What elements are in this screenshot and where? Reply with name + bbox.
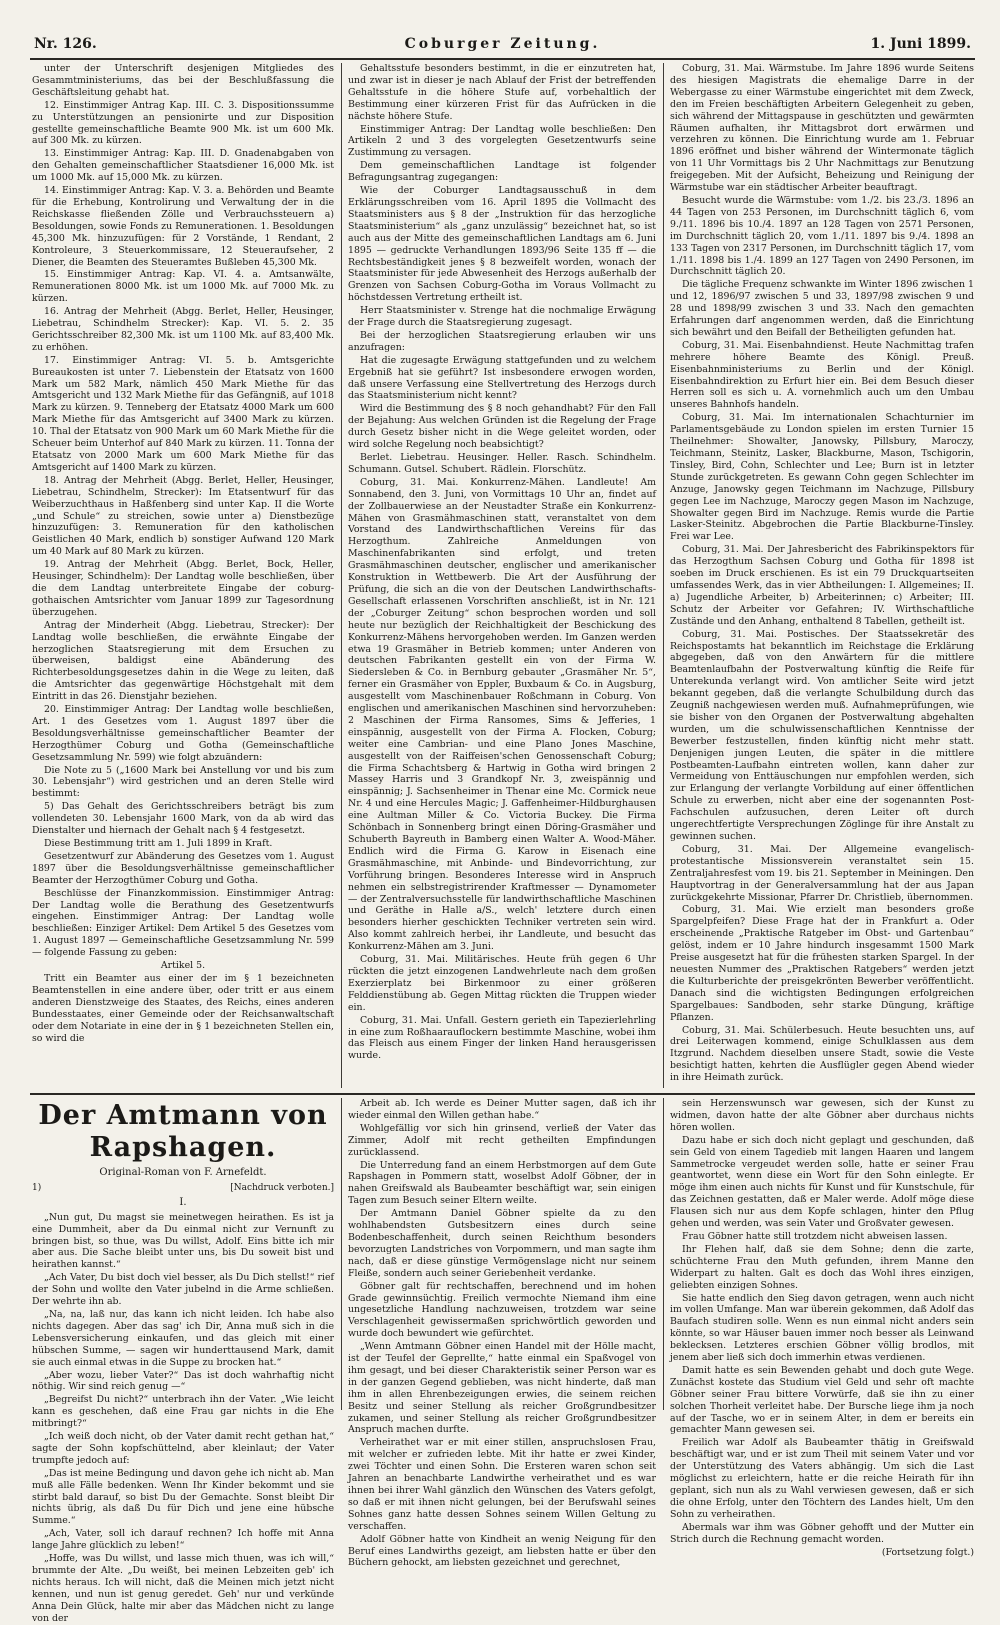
novel-text xyxy=(32,1212,334,1625)
column-divider xyxy=(663,63,664,1088)
paragraph: Bei der herzoglichen Staatsregierung erlauben wir uns anzufragen: xyxy=(348,329,656,353)
paragraph: Hat die zugesagte Erwägung stattgefunden und zu welchem Ergebniß hat sie geführt? Ist insbesondere erwogen worden, daß unsere Verfassung eine Stellvertretung des Herzogs durch das Staatsministerium nicht kennt? xyxy=(348,354,656,402)
novel-column-2 xyxy=(348,1098,656,1569)
paragraph: „Nun gut, Du magst sie meinetwegen heirathen. Es ist ja eine Dummheit, aber da Du einmal nicht zur Vernunft zu bringen bist, so thue, was Du willst, Adolf. Eins bitte ich mir aber aus. Die Sache bleibt unter uns, bis Du soweit bist und heirathen kannst.“ xyxy=(32,1211,334,1271)
paragraph: „Ach, Vater, soll ich darauf rechnen? Ich hoffe mit Anna lange Jahre glücklich zu leben!“ xyxy=(32,1528,334,1552)
paragraph: Die Unterredung fand an einem Herbstmorgen auf dem Gute Rapshagen in Pommern statt, woselbst Adolf Göbner, der in nahen Greifswald als Baubeamter beschäftigt war, sein einigen Tagen zum Besuch seiner Eltern weilte. xyxy=(348,1159,656,1207)
paragraph: Wohlgefällig vor sich hin grinsend, verließ der Vater das Zimmer, Adolf mit recht getheilten Empfindungen zurücklassend. xyxy=(348,1122,656,1158)
paragraph: Dazu habe er sich doch nicht geplagt und geschunden, daß sein Geld von einem Tagedieb mit langen Haaren und langem Sammetrocke vergeudet werden solle, hatte er seiner Frau geantwortet, wenn diese ein Wort für den Sohn einlegte. Er möge ihm einen auch nichts für Kunst und für Kunstschule, für das Zeichnen gestatten, daß er Maler werde. Adolf möge diese Flausen sich nur aus dem Kopfe schlagen, hinter den Pflug gehen und werden, was sein Vater und Großvater gewesen. xyxy=(670,1134,974,1230)
paragraph: Besucht wurde die Wärmstube: vom 1./2. bis 23./3. 1896 an 44 Tagen von 253 Personen, im Durchschnitt täglich 6, vom 9./11. 1896 bis 10./4. 1897 an 128 Tagen von 2571 Personen, im Durchschnitt täglich 20, vom 1./11. 1897 bis 9./4. 1898 an 133 Tagen von 2317 Personen, im Durchschnitt täglich 17, vom 1./11. 1898 bis 1./4. 1899 an 127 Tagen von 2490 Personen, im Durchschnitt täglich 20. xyxy=(670,194,974,278)
paragraph: Einstimmiger Antrag: Der Landtag wolle beschließen: Den Artikeln 2 und 3 des vorgelegten Gesetzentwurfs seine Zustimmung zu versagen. xyxy=(348,123,656,159)
paragraph: Sie hatte endlich den Sieg davon getragen, wenn auch nicht im vollen Umfange. Man war überein gekommen, daß Adolf das Baufach studiren solle. Wenn es nun einmal nicht anders sein könnte, so war Häuser bauen immer noch besser als Leinwand beklecksen. Letzteres erschien Göbner völlig brodlos, mit jenem aber ließ sich doch immerhin etwas verdienen. xyxy=(670,1292,974,1364)
paragraph: Coburg, 31. Mai. Wie erzielt man besonders große Spargelpfeifen? Diese Frage hat der in Frankfurt a. Oder erscheinende „Praktische Ratgeber im Obst- und Gartenbau“ gelöst, indem er 10 Jahre hindurch insgesammt 1500 Mark Preise ausgesetzt hat für die frühesten starken Spargel. In der neuesten Nummer des „Praktischen Ratgebers“ werden jetzt die Kulturberichte der preisgekrönten Bewerber veröffentlicht. Danach sind die wichtigsten Bedingungen erfolgreichen Spargelbaues: Sandboden, sehr starke Düngung, kräftige Pflanzen. xyxy=(670,904,974,1023)
article-column-1 xyxy=(32,63,334,1088)
novel-author: Original-Roman von F. Arnefeldt. xyxy=(99,1167,267,1178)
reprint-note: [Nachdruck verboten.] xyxy=(230,1182,334,1193)
paragraph: Gesetzentwurf zur Abänderung des Gesetzes vom 1. August 1897 über die Besoldungsverhältnisse gemeinschaftlicher Beamter der Herzogthümer Coburg und Gotha. xyxy=(32,850,334,886)
paragraph: 20. Einstimmiger Antrag: Der Landtag wolle beschließen, Art. 1 des Gesetzes vom 1. August 1897 über die Besoldungsverhältnisse gemeinschaftlicher Beamter der Herzogthümer Coburg und Gotha (Gemeinschaftliche Gesetzsammlung Nr. 599) wie folgt abzuändern: xyxy=(32,704,334,763)
paragraph: „Hoffe, was Du willst, und lasse mich thuen, was ich will,“ brummte der Alte. „Du weißt, bei meinen Lebzeiten geb' ich nichts heraus. Ich will nicht, daß die Meinen mich jetzt nicht kennen, und nun ist genug geredet. Geh' nur und verkünde Anna Dein Glück, halte mir aber das Mädchen nicht zu lange von der xyxy=(32,1553,334,1624)
paragraph: Abermals war ihm was Göbner gehofft und der Mutter ein Strich durch die Rechnung gemacht worden. xyxy=(670,1521,974,1545)
novel-column-1 xyxy=(32,1098,334,1624)
paragraph: unter der Unterschrift desjenigen Mitgliedes des Gesammtministeriums, das bei der Beschlußfassung die Geschäftsleitung gehabt hat. xyxy=(32,63,334,98)
paragraph: Coburg, 31. Mai. Militärisches. Heute früh gegen 6 Uhr rückten die jetzt einzogenen Landwehrleute nach dem großen Exerzierplatz bei Birkenmoor zu einer größeren Felddienstübung ab. Gegen Mittag rückten die Truppen wieder ein. xyxy=(348,954,656,1013)
paragraph: „Ach Vater, Du bist doch viel besser, als Du Dich stellst!“ rief der Sohn und wollte den Vater jubelnd in die Arme schließen. Der wehrte ihn ab. xyxy=(32,1272,334,1308)
paragraph: Arbeit ab. Ich werde es Deiner Mutter sagen, daß ich ihr wieder einmal den Willen gethan habe.“ xyxy=(348,1098,656,1121)
paragraph: Coburg, 31. Mai. Der Jahresbericht des Fabrikinspektors für das Herzogthum Sachsen Coburg und Gotha für 1898 ist soeben im Druck erschienen. Es ist ein 79 Druckquartseiten umfassendes Werk, das in vier Abtheilungen: I. Allgemeines; II. a) Jugendliche Arbeiter, b) Arbeiterinnen; c) Arbeiter; III. Schutz der Arbeiter vor Gefahren; IV. Wirthschaftliche Zustände und den Anhang, enthaltend 8 Tabellen, getheilt ist. xyxy=(670,544,974,627)
paragraph: Berlet. Liebetrau. Heusinger. Heller. Rasch. Schindhelm. Schumann. Gutsel. Schubert. Rädlein. Florschütz. xyxy=(348,452,656,475)
paragraph: „Aber wozu, lieber Vater?“ Das ist doch wahrhaftig nicht nöthig. Wir sind reich genug —“ xyxy=(32,1369,334,1393)
paragraph: Artikel 5. xyxy=(160,960,206,972)
paragraph: 16. Antrag der Mehrheit (Abgg. Berlet, Heller, Heusinger, Liebetrau, Schindhelm Strecker): Kap. VI. 5. 2. 35 Gerichtsschreiber 82,300 Mk. ist um 1100 Mk. auf 83,400 Mk. zu erhöhen. xyxy=(32,306,334,353)
paragraph: Ihr Flehen half, daß sie dem Sohne; denn die zarte, schüchterne Frau den Muth gefunden, ihrem Manne den Widerpart zu halten. Galt es doch das Wohl ihres einzigen, geliebten einzigen Sohnes. xyxy=(670,1243,974,1291)
paragraph: 14. Einstimmiger Antrag: Kap. V. 3. a. Behörden und Beamte für die Erhebung, Kontrolirung und Verwaltung der in die Reichskasse fließenden Zölle und Verbrauchssteuern a) Besoldungen, sowie Fonds zu Remunerationen. 1. Besoldungen 45,300 Mk. hinzuzufügen: für 2 Vorstände, 1 Rendant, 2 Kontroleure, 3 Steuerkommissare, 12 Steueraufseher, 2 Diener, die Beamten des Steueramtes Bußleben 45,300 Mk. xyxy=(32,185,334,268)
novel-column-3 xyxy=(670,1098,974,1558)
paragraph: „Begreifst Du nicht?“ unterbrach ihn der Vater. „Wie leicht kann es geschehen, daß eine Frau gar nichts in die Ehe mitbringt?“ xyxy=(32,1394,334,1430)
paragraph: Adolf Göbner hatte von Kindheit an wenig Neigung für den Beruf eines Landwirths gezeigt, am liebsten hatte er über den Büchern gehockt, am liebsten gezeichnet und gerechnet, xyxy=(348,1533,656,1569)
paragraph: sein Herzenswunsch war gewesen, sich der Kunst zu widmen, davon hatte der alte Göbner aber durchaus nichts hören wollen. xyxy=(670,1098,974,1133)
paragraph: Göbner galt für rechtschaffen, berechnend und im hohen Grade gewinnsüchtig. Freilich vermochte Niemand ihm eine ungesetzliche Handlung nachzuweisen, trotzdem war seine Verschlagenheit gewissermaßen sprichwörtlich geworden und wurde doch bewundert wie gefürchtet. xyxy=(348,1280,656,1340)
column-divider xyxy=(341,63,342,1088)
paragraph: Der Amtmann Daniel Göbner spielte da zu den wohlhabendsten Gutsbesitzern eines durch seine Bodenbeschaffenheit, durch seinen Reichthum besonders bevorzugten Landstriches von Vorpommern, und man sagte ihm nach, daß er diese günstige Vermögenslage nicht nur seinem Fleiße, sondern auch seiner Geriebenheit verdanke. xyxy=(348,1208,656,1279)
paragraph: Coburg, 31. Mai. Postisches. Der Staatssekretär des Reichspostamts hat bekanntlich im Reichstage die Erklärung abgegeben, daß von den Anwärtern für die mittlere Beamtenlaufbahn der Postverwaltung künftig die Reife für Unterekunda verlangt wird. Von amtlicher Seite wird jetzt bekannt gegeben, daß die verlangte Schulbildung durch das Zeugniß nachgewiesen werden muß. Aufnahmeprüfungen, wie sie bisher von den Organen der Postverwaltung abgehalten wurden, um die schulwissenschaftlichen Kenntnisse der Bewerber festzustellen, finden künftig nicht mehr statt. Denjenigen jungen Leuten, die später in die mittlere Postbeamten-Laufbahn eintreten wollen, kann daher zur Vermeidung von Enttäuschungen nur empfohlen werden, sich zur Erlangung der verlangte Vorbildung auf einer öffentlichen Schule zu erwerben, nicht aber eine der sogenannten Post-Fachschulen aufzusuchen, deren Leiter oft durch ungerechtfertigte Versprechungen Zöglinge für ihre Anstalt zu gewinnen suchen. xyxy=(670,628,974,842)
column-divider xyxy=(341,1098,342,1410)
paragraph: Tritt ein Beamter aus einer der im § 1 bezeichneten Beamtenstellen in eine andere über, oder tritt er aus einem anderen Dienstzweige des Staates, des Reichs, eines anderen Bundesstaates, einer Gemeinde oder der Reichsanwaltschaft oder dem Notariate in eine der in § 1 bezeichneten Stellen ein, so wird die xyxy=(32,972,334,1044)
paragraph: Coburg, 31. Mai. Eisenbahndienst. Heute Nachmittag trafen mehrere höhere Beamte des Königl. Preuß. Eisenbahnministeriums zu Berlin und der Königl. Eisenbahndirektion zu Erfurt hier ein. Bei dem Besuch dieser Herren soll es sich u. A. vornehmlich auch um den Umbau unseres Bahnhofs handeln. xyxy=(670,339,974,411)
paragraph: Wie der Coburger Landtagsausschuß in dem Erklärungsschreiben vom 16. April 1895 die Vollmacht des Staatsministers aus § 8 der „Instruktion für das herzogliche Staatsministerium“ als „ganz unzulässig“ bezeichnet hat, so ist auch aus der Mitte des gemeinschaftlichen Landtags am 6. Juni 1895 — gedruckte Verhandlungen 1893/96 Seite 135 ff — die Rechtsbeständigkeit jenes § 8 bezweifelt worden, wonach der Staatsminister für jede Abwesenheit des Herzogs außerhalb der Grenzen von Sachsen Coburg-Gotha im Voraus Vollmacht zu höchstdessen Vertretung ertheilt ist. xyxy=(348,185,656,304)
paragraph: (Fortsetzung folgt.) xyxy=(881,1546,974,1558)
chapter-number: I. xyxy=(179,1196,187,1208)
paragraph: Wird die Bestimmung des § 8 noch gehandhabt? Für den Fall der Bejahung: Aus welchen Gründen ist die Regelung der Frage durch Gesetz bisher nicht in die Wege geleitet worden, oder wird solche Regelung noch beabsichtigt? xyxy=(348,403,656,451)
paragraph: 5) Das Gehalt des Gerichtsschreibers beträgt bis zum vollendeten 30. Lebensjahr 1600 Mark, von da ab wird das Dienstalter und hiernach der Gehalt nach § 4 festgesetzt. xyxy=(32,801,334,837)
paragraph: Gehaltsstufe besonders bestimmt, in die er einzutreten hat, und zwar ist in dieser je nach Ablauf der Frist der betreffenden Gehaltsstufe in die höhere Stufe auf, vorbehaltlich der Bestimmung einer kürzeren Frist für das Aufrücken in die nächste höhere Stufe. xyxy=(348,63,656,122)
paragraph: Freilich war Adolf als Baubeamter thätig in Greifswald beschäftigt war, und er ist zum Theil mit seinem Vater und vor der Unterstützung des Vaters abhängig. Um sich die Last möglichst zu erleichtern, hatte er die reiche Heirath für ihn geplant, sich nun als zu Wahl verwiesen gewesen, daß er sich die ohne Erfolg, unter den Töchtern des Landes hielt, Um den Sohn zu verheirathen. xyxy=(670,1437,974,1520)
paragraph: Diese Bestimmung tritt am 1. Juli 1899 in Kraft. xyxy=(44,838,273,849)
paragraph: 15. Einstimmiger Antrag: Kap. VI. 4. a. Amtsanwälte, Remunerationen 8000 Mk. ist um 1000 Mk. auf 7000 Mk. zu kürzen. xyxy=(32,269,334,305)
issue-date: 1. Juni 1899. xyxy=(870,36,971,52)
issue-number: Nr. 126. xyxy=(34,36,97,52)
novel-title: Der Amtmann von Rapshagen. xyxy=(38,1100,328,1163)
installment-number: 1) xyxy=(32,1182,42,1193)
paragraph: „Das ist meine Bedingung und davon gehe ich nicht ab. Man muß alle Fälle bedenken. Wenn Ihr Kinder bekommt und sie stirbt bald darauf, so bist Du der Gemachte. Sonst bleibt Dir nichts übrig, als daß Du für Dich und jene eine hübsche Summe.“ xyxy=(32,1467,334,1527)
paragraph: Die tägliche Frequenz schwankte im Winter 1896 zwischen 1 und 12, 1896/97 zwischen 5 und 33, 1897/98 zwischen 9 und 28 und 1898/99 zwischen 3 und 33. Nach den gemachten Erfahrungen darf angenommen werden, daß die Einrichtung sich bewährt und den Beifall der Betheiligten gefunden hat. xyxy=(670,279,974,338)
paragraph: 17. Einstimmiger Antrag: VI. 5. b. Amtsgerichte Bureaukosten ist unter 7. Liebenstein der Etatsatz von 1600 Mark um 582 Mark, nämlich 450 Mark Miethe für das Amtsgericht und 132 Mark Miethe für das Gefängniß, auf 1018 Mark zu kürzen. 9. Tenneberg der Etatsatz 4000 Mark um 600 Mark Miethe für das Amtsgericht auf 3400 Mark zu kürzen. 10. Thal der Etatsatz von 900 Mark um 60 Mark Miethe für die Scheuer beim Unterhof auf 840 Mark zu kürzen. 11. Tonna der Etatsatz von 2000 Mark um 600 Mark Miethe für das Amtsgericht auf 1400 Mark zu kürzen. xyxy=(32,354,334,473)
novel-meta xyxy=(32,1183,334,1195)
column-divider xyxy=(663,1098,664,1410)
paragraph: Coburg, 31. Mai. Der Allgemeine evangelisch-protestantische Missionsverein veranstaltet sein 15. Zentraljahresfest vom 19. bis 21. September in Meiningen. Den Hauptvortrag in der Generalversammlung hat der aus Japan zurückgekehrte Missionar, Pfarrer Dr. Christlieb, übernommen. xyxy=(670,843,974,903)
paragraph: Frau Göbner hatte still trotzdem nicht abweisen lassen. xyxy=(682,1230,948,1242)
paragraph: Dem gemeinschaftlichen Landtage ist folgender Befragungsantrag zugegangen: xyxy=(348,160,656,184)
paragraph: „Ich weiß doch nicht, ob der Vater damit recht gethan hat,“ sagte der Sohn kopfschüttelnd, aber kleinlaut; der Vater trumpfte jedoch auf: xyxy=(32,1431,334,1466)
paragraph: Coburg, 31. Mai. Wärmstube. Im Jahre 1896 wurde Seitens des hiesigen Magistrats die ehemalige Darre in der Webergasse zu einer Wärmstube eingerichtet mit dem Zweck, den im Freien beschäftigten Arbeitern Gelegenheit zu geben, sich während der Mittagspause in geschützten und gewärmten Räumen aufhalten, ihr Mittagsbrot dort erwärmen und verzehren zu können. Die Einrichtung wurde am 1. Februar 1896 eröffnet und bisher während der Wintermonate täglich von 11 Uhr Vormittags bis 2 Uhr Nachmittags zur Benutzung freigegeben. Mit der Aufsicht, Beheizung und Reinigung der Wärmstube war ein städtischer Arbeiter beauftragt. xyxy=(670,63,974,194)
paragraph: 18. Antrag der Mehrheit (Abgg. Berlet, Heller, Heusinger, Liebetrau, Schindhelm, Strecker): Im Etatsentwurf für das Weiberzuchthaus in Haßfenberg sind unter Kap. II die Worte „und Schule“ zu streichen, sowie unter a) Dienstbezüge hinzuzufügen: 3. Remuneration für den katholischen Geistlichen 40 Mark, endlich b) sonstiger Aufwand 120 Mark um 40 Mark auf 80 Mark zu kürzen. xyxy=(32,474,334,558)
paragraph: Die Note zu 5 („1600 Mark bei Anstellung vor und bis zum 30. Lebensjahr“) wird gestrichen und an deren Stelle wird bestimmt: xyxy=(32,764,334,800)
paragraph: 19. Antrag der Mehrheit (Abgg. Berlet, Bock, Heller, Heusinger, Schindhelm): Der Landtag wolle beschließen, über die dem Landtag unterbreitete Eingabe der coburg-gothaischen Amtsrichter vom Januar 1899 zur Tagesordnung überzugehen. xyxy=(32,559,334,618)
feuilleton-divider xyxy=(30,1093,975,1095)
newspaper-title: Coburger Zeitung. xyxy=(404,36,601,52)
paragraph: Antrag der Minderheit (Abgg. Liebetrau, Strecker): Der Landtag wolle beschließen, die erwähnte Eingabe der herzoglichen Staatsregierung mit dem Ersuchen zu überweisen, baldigst eine Abänderung des Richterbesoldungsgesetzes dahin in die Wege zu leiten, daß die Amtsrichter das gegenwärtige Höchstgehalt mit dem Eintritt in das 26. Dienstjahr beziehen. xyxy=(32,619,334,703)
article-column-3 xyxy=(670,63,974,1088)
paragraph: Coburg, 31. Mai. Konkurrenz-Mähen. Landleute! Am Sonnabend, den 3. Juni, von Vormittags 10 Uhr an, findet auf der Zollbauerwiese an der Neustadter Straße ein Konkurrenz-Mähen von Grasmähmaschinen statt, veranstaltet von dem Vorstand des Landwirthschaftlichen Vereins für das Herzogthum. Zahlreiche Anmeldungen von Maschinenfabrikanten sind erfolgt, und treten Grasmähmaschinen deutscher, englischer und amerikanischer Konstruktion in Wettbewerb. Die Art der Ausführung der Prüfung, die sich an die von der Deutschen Landwirthschafts-Gesellschaft erlassenen Vorschriften anschließt, ist in Nr. 121 der „Coburger Zeitung“ schon besprochen worden und soll heute nur bezüglich der Reichhaltigkeit der Beschickung des Konkurrenz-Mähens hervorgehoben werden. Im Ganzen werden etwa 19 Grasmäher in Betrieb kommen; unter Anderen von deutschen Fabrikanten gestellt ein von der Firma W. Siedersleben & Co. in Bernburg gebauter „Grasmäher Nr. 5“, ferner ein Grasmäher von Eppler, Buxbaum & Co. in Augsburg, ausgestellt vom Maschinenbauer Roßchmann in Coburg. Von englischen und amerikanischen Maschinen sind hervorzuheben: 2 Maschinen der Firma Ransomes, Sims & Jefferies, 1 einspännig, ausgestellt von der Firma A. Flocken, Coburg; weiter eine Cambrian- und eine Plano Jones Maschine, ausgestellt von der Raiffeisen'schen Genossenschaft Coburg; die Firma Schachtsberg & Hartwig in Gotha wird bringen 2 Massey Harris und 3 Grandkopf Nr. 3, zweispännig und einspännig; J. Sachsenheimer in Thenar eine Mc. Cormick neue Nr. 4 und eine Hercules Magic; J. Gaffenheimer-Hildburghausen eine Aultman Miller & Co. Victoria Buckey. Die Firma Schönbach in Sonnenberg bringt einen Döring-Grasmäher und Schuberth Bayreuth in Bamberg einen Walter A. Wood-Mäher. Endlich wird die Firma G. Karow in Eisenach eine Grasmähmaschine, mit Anbinde- und Bindevorrichtung, zur Vorführung bringen. Besonderes Interesse wird in Anspruch nehmen ein selbstregistrirender Kraftmesser — Dynamometer — der Zentralversuchsstelle für landwirthschaftliche Maschinen und Geräthe in Halle a/S., welch' letztere durch einen besonders hierher geschickten Techniker vertreten sein wird. Also kommt zahlreich herbei, ihr Landleute, und besucht das Konkurrenz-Mähen am 3. Juni. xyxy=(348,476,656,953)
masthead xyxy=(30,36,975,60)
paragraph: Beschlüsse der Finanzkommission. Einstimmiger Antrag: Der Landtag wolle die Berathung des Gesetzentwurfs eingehen. Einstimmiger Antrag: Der Landtag wolle beschließen: Einziger Artikel: Dem Artikel 5 des Gesetzes vom 1. August 1897 — Gemeinschaftliche Gesetzsammlung Nr. 599 — folgende Fassung zu geben: xyxy=(32,887,334,959)
paragraph: „Na, na, laß nur, das kann ich nicht leiden. Ich habe also nichts dagegen. Aber das sag' ich Dir, Anna muß sich in die Lebensversicherung einkaufen, und das gleich mit einer hübschen Summe, — sagen wir hunderttausend Mark, damit sie auch einmal etwas in die Suppe zu brocken hat.“ xyxy=(32,1308,334,1368)
paragraph: Herr Staatsminister v. Strenge hat die nochmalige Erwägung der Frage durch die Staatsregierung zugesagt. xyxy=(348,305,656,329)
article-column-2 xyxy=(348,63,656,1088)
paragraph: Coburg, 31. Mai. Schülerbesuch. Heute besuchten uns, auf drei Leiterwagen kommend, einige Schulklassen aus dem Itzgrund. Nachdem dieselben unsere Stadt, sowie die Veste besichtigt hatten, kehrten die Ausflügler gegen Abend wieder in ihre Heimath zurück. xyxy=(670,1024,974,1084)
paragraph: Coburg, 31. Mai. Im internationalen Schachturnier im Parlamentsgebäude zu London spielen im ersten Turnier 15 Theilnehmer: Showalter, Janowsky, Pillsbury, Maroczy, Teichmann, Steinitz, Lasker, Blackburne, Mason, Tschigorin, Tinsley, Bird, Cohn, Schlechter und Lee; Burn ist in letzter Stunde zurückgetreten. Es gewann Cohn gegen Schlechter im Anzuge, Janowsky gegen Teichmann im Nachzuge, Pillsbury gegen Lee im Nachzuge, Maroczy gegen Mason im Nachzuge, Showalter gegen Bird im Nachzuge. Remis wurde die Partie Lasker-Steinitz. Abgebrochen die Partie Blackburne-Tinsley. Frei war Lee. xyxy=(670,412,974,543)
paragraph: Damit hatte es sein Bewenden gehabt und doch gute Wege. Zunächst kostete das Studium viel Geld und sehr oft machte Göbner seiner Frau bittere Vorwürfe, daß sie ihn zu einer solchen Thorheit verleitet habe. Der Bursche liege ihm ja noch auf der Tasche, wo er in seinem Alter, in dem er bereits ein gemachter Mann gewesen sei. xyxy=(670,1364,974,1436)
paragraph: 13. Einstimmiger Antrag: Kap. III. D. Gnadenabgaben von den Gehalten gemeinschaftlicher Staatsdiener 16,000 Mk. ist um 1000 Mk. auf 15,000 Mk. zu kürzen. xyxy=(32,148,334,184)
paragraph: 12. Einstimmiger Antrag Kap. III. C. 3. Dispositionssumme zu Unterstützungen an pensionirte und zur Disposition gestellte gemeinschaftliche Beamte 900 Mk. ist um 600 Mk. auf 300 Mk. zu kürzen. xyxy=(32,99,334,147)
paragraph: „Wenn Amtmann Göbner einen Handel mit der Hölle macht, ist der Teufel der Geprellte,“ hatte einmal ein Spaßvogel von ihm gesagt, und bei dieser Charakteristik seiner Person war es in der ganzen Gegend geblieben, was nicht hinderte, daß man ihm in allen Ehrenbezeigungen erwies, die seinem reichen Besitz und seiner Stellung als reicher Großgrundbesitzer zukamen, und seiner Stellung als reicher Großgrundbesitzer Anspruch machen durfte. xyxy=(348,1341,656,1436)
paragraph: Verheirathet war er mit einer stillen, anspruchslosen Frau, mit welcher er zufrieden lebte. Mit ihr hatte er zwei Kinder, zwei Töchter und einen Sohn. Die Ersteren waren schon seit Jahren an benachbarte Landwirthe verheirathet und es war ihnen bei ihrer Wahl gänzlich den Wünschen des Vaters gefolgt, so daß er mit ihnen nicht gelungen, bei der Berufswahl seines Sohnes ganz hatte dessen Sohnes seinem Willen Geltung zu verschaffen. xyxy=(348,1437,656,1532)
paragraph: Coburg, 31. Mai. Unfall. Gestern gerieth ein Tapezierlehrling in eine zum Roßhaarauflockern bestimmte Maschine, wobei ihm das Fleisch aus einem Finger der linken Hand herausgerissen wurde. xyxy=(348,1014,656,1062)
